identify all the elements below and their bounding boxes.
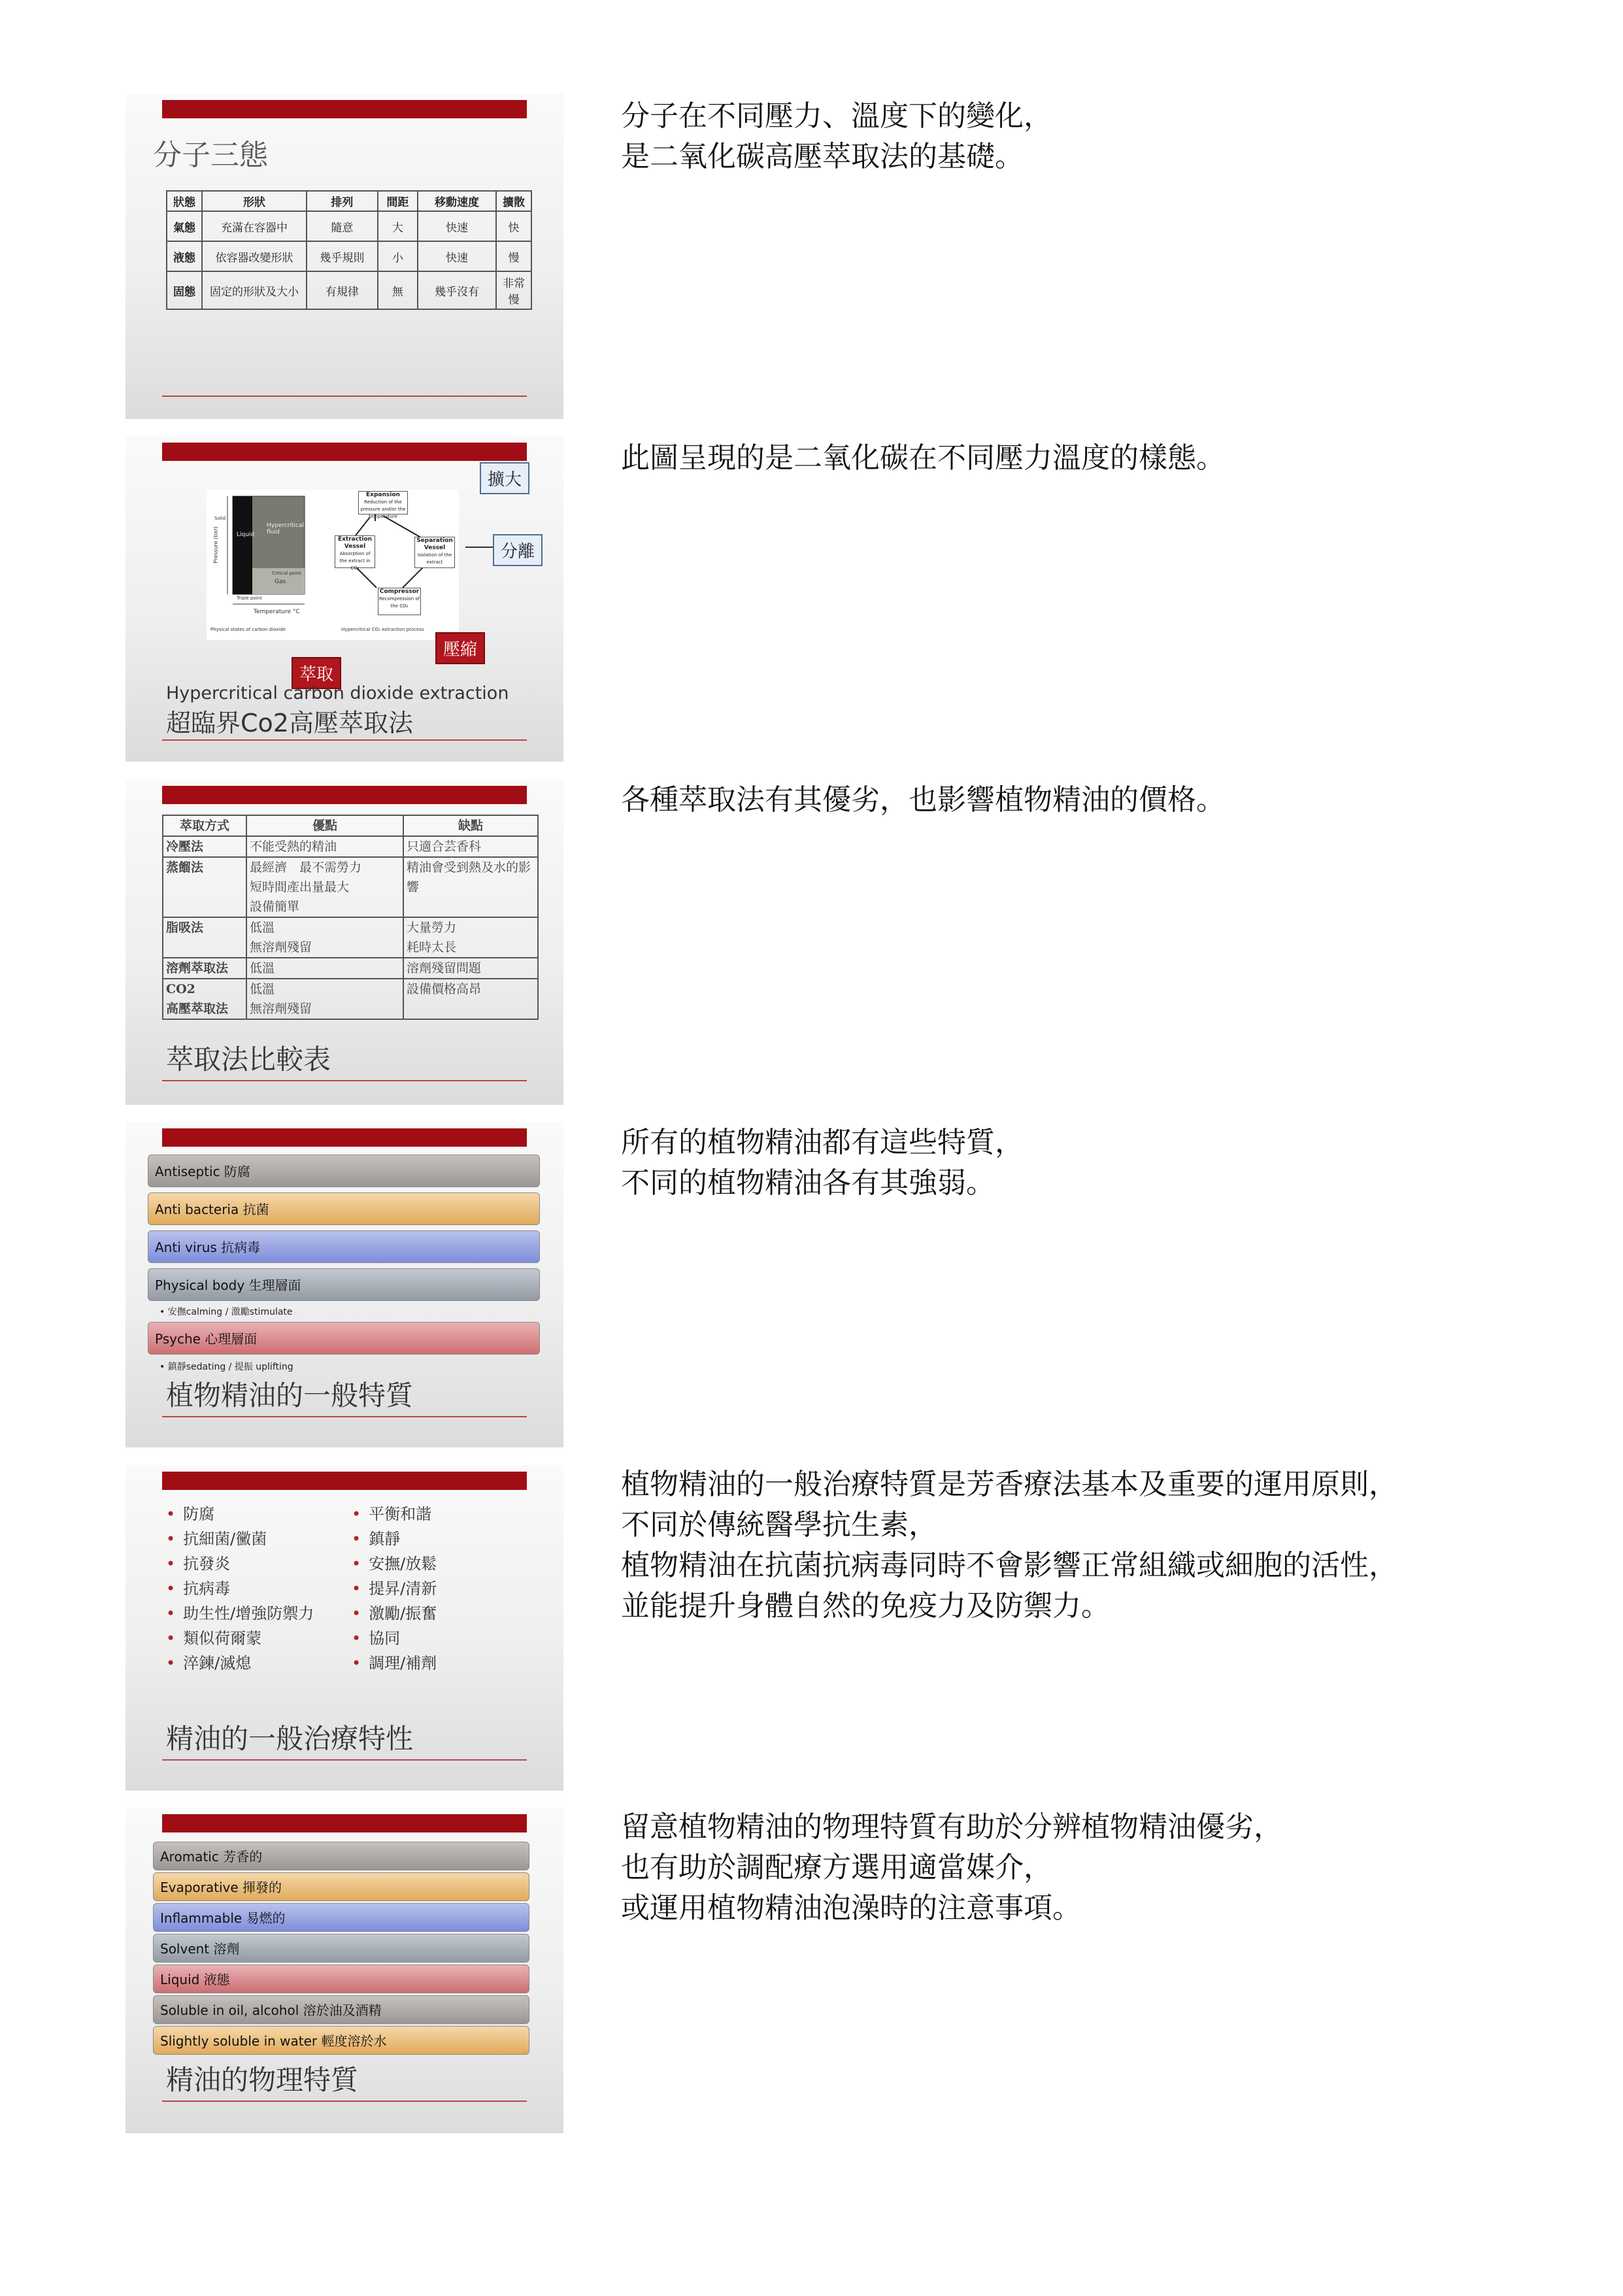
- phase-label: Triple point: [237, 596, 262, 601]
- slide-underline: [162, 396, 527, 397]
- note-line: 不同於傳統醫學抗生素，: [621, 1508, 937, 1542]
- box-text: Recompression of the CO₂: [378, 596, 420, 609]
- slide-header-bar: [162, 1128, 527, 1147]
- callout-compress: 壓縮: [435, 632, 485, 664]
- phase-label: Liquid: [237, 532, 255, 538]
- slide-title: 精油的物理特質: [166, 2064, 359, 2096]
- list-item: • 提昇/清新: [352, 1576, 437, 1601]
- slide-header-bar: [162, 1814, 527, 1832]
- box-name: Extraction Vessel: [337, 536, 373, 550]
- property-item: Physical body 生理層面: [148, 1268, 540, 1301]
- table-row: [163, 958, 538, 979]
- table-cell: 大量勞力 耗時太長: [403, 917, 538, 958]
- table-cell: 液態: [167, 241, 202, 271]
- table-cell: 快: [496, 211, 531, 241]
- phase-label: Critical point: [272, 571, 301, 576]
- list-item: • 抗發炎: [166, 1551, 314, 1576]
- callout-separate: 分離: [493, 534, 543, 566]
- slide-header-bar: [162, 1472, 527, 1490]
- physical-item: Evaporative 揮發的: [153, 1872, 529, 1901]
- slide-note: [621, 1807, 1282, 1929]
- slide-subtitle-en: Hypercritical carbon dioxide extraction: [166, 683, 509, 703]
- table-cell: 快速: [418, 241, 496, 271]
- co2-diagram: [207, 490, 459, 640]
- table-row: [163, 857, 538, 917]
- table-cell: CO2 高壓萃取法: [163, 979, 246, 1019]
- table-header-cell: 排列: [307, 191, 378, 211]
- list-item: • 類似荷爾蒙: [166, 1626, 314, 1651]
- table-cell: 氣態: [167, 211, 202, 241]
- physical-item: Soluble in oil, alcohol 溶於油及酒精: [153, 1995, 529, 2024]
- slide-title: 分子三態: [153, 139, 268, 172]
- physical-item: Aromatic 芳香的: [153, 1842, 529, 1870]
- separation-vessel-box: [414, 537, 455, 568]
- table-cell: 隨意: [307, 211, 378, 241]
- box-text: Isolation of the extract: [417, 552, 452, 565]
- table-cell: 最經濟 最不需勞力 短時間產出量最大 設備簡單: [246, 857, 403, 917]
- table-row: [167, 271, 531, 309]
- slide-header-bar: [162, 100, 527, 118]
- table-header-cell: 狀態: [167, 191, 202, 211]
- table-row: [163, 917, 538, 958]
- table-cell: 只適合芸香科: [403, 836, 538, 857]
- table-row: [167, 241, 531, 271]
- table-cell: 慢: [496, 241, 531, 271]
- note-line: 此圖呈現的是二氧化碳在不同壓力溫度的樣態。: [621, 441, 1225, 475]
- box-name: Separation Vessel: [416, 537, 453, 551]
- compressor-box: [378, 588, 421, 615]
- physical-item: Solvent 溶劑: [153, 1934, 529, 1963]
- table-cell: 快速: [418, 211, 496, 241]
- table-cell: 不能受熱的精油: [246, 836, 403, 857]
- table-cell: 充滿在容器中: [202, 211, 307, 241]
- note-line: 所有的植物精油都有這些特質，: [621, 1126, 1024, 1159]
- table-cell: 精油會受到熱及水的影響: [403, 857, 538, 917]
- slide-note: [621, 96, 1052, 177]
- table-header-cell: 擴散: [496, 191, 531, 211]
- table-cell: 溶劑萃取法: [163, 958, 246, 979]
- table-header-cell: 缺點: [403, 815, 538, 836]
- table-cell: 非常慢: [496, 271, 531, 309]
- slide-underline: [162, 739, 527, 741]
- table-cell: 冷壓法: [163, 836, 246, 857]
- axis-y-label: Pressure (bar): [212, 526, 219, 564]
- slide-general-properties: [125, 1122, 563, 1447]
- property-item: Psyche 心理層面: [148, 1322, 540, 1355]
- slide-note: [621, 1464, 1397, 1627]
- note-line: 留意植物精油的物理特質有助於分辨植物精油優劣，: [621, 1810, 1282, 1844]
- table-cell: 幾乎規則: [307, 241, 378, 271]
- note-line: 是二氧化碳高壓萃取法的基礎。: [621, 140, 1024, 173]
- physical-item: Inflammable 易燃的: [153, 1903, 529, 1932]
- slide-title: 精油的一般治療特性: [166, 1723, 414, 1755]
- callout-expand: 擴大: [480, 462, 529, 494]
- property-subitem: • 安撫calming / 激勵stimulate: [159, 1307, 293, 1317]
- table-cell: 脂吸法: [163, 917, 246, 958]
- note-line: 並能提升身體自然的免疫力及防禦力。: [621, 1589, 1110, 1623]
- physical-item: Liquid 液態: [153, 1965, 529, 1993]
- slide-underline: [162, 1759, 527, 1761]
- property-item: Anti virus 抗病毒: [148, 1230, 540, 1263]
- table-cell: 固態: [167, 271, 202, 309]
- slide-note: [621, 780, 1225, 820]
- list-item: • 淬鍊/滅熄: [166, 1651, 314, 1676]
- table-cell: 低溫: [246, 958, 403, 979]
- table-cell: 幾乎沒有: [418, 271, 496, 309]
- therapeutic-list-left: [166, 1502, 314, 1676]
- box-text: Absorption of the extract in CO₂: [339, 551, 371, 571]
- note-line: 分子在不同壓力、溫度下的變化，: [621, 99, 1052, 133]
- table-cell: 低溫 無溶劑殘留: [246, 979, 403, 1019]
- states-table: [166, 190, 532, 310]
- figure-caption: Physical states of carbon dioxide: [210, 627, 286, 632]
- list-item: • 平衡和諧: [352, 1502, 437, 1527]
- list-item: • 助生性/增強防禦力: [166, 1601, 314, 1626]
- note-line: 也有助於調配療方選用適當媒介，: [621, 1851, 1052, 1884]
- axis-x-label: Temperature °C: [254, 609, 300, 615]
- extraction-table: [162, 815, 539, 1020]
- phase-label: Hypercritical fluid: [267, 522, 304, 535]
- note-line: 不同的植物精油各有其強弱。: [621, 1166, 995, 1200]
- slide-title: 植物精油的一般特質: [166, 1379, 414, 1411]
- table-cell: 設備價格高昂: [403, 979, 538, 1019]
- physical-item: Slightly soluble in water 輕度溶於水: [153, 2026, 529, 2055]
- slide-physical-properties: [125, 1808, 563, 2133]
- table-cell: 有規律: [307, 271, 378, 309]
- property-item: Anti bacteria 抗菌: [148, 1192, 540, 1225]
- slide-header-bar: [162, 443, 527, 461]
- slide-title: 萃取法比較表: [166, 1043, 331, 1075]
- table-cell: 溶劑殘留問題: [403, 958, 538, 979]
- slide-underline: [162, 1416, 527, 1417]
- callout-extract: 萃取: [292, 657, 341, 689]
- therapeutic-list-right: [352, 1502, 437, 1676]
- table-header-cell: 移動速度: [418, 191, 496, 211]
- table-cell: 固定的形狀及大小: [202, 271, 307, 309]
- table-header-cell: 間距: [378, 191, 418, 211]
- list-item: • 協同: [352, 1626, 437, 1651]
- table-cell: 依容器改變形狀: [202, 241, 307, 271]
- expansion-box: [358, 491, 408, 519]
- table-header-row: [167, 191, 531, 211]
- slide-therapeutic-properties: [125, 1465, 563, 1791]
- table-header-cell: 形狀: [202, 191, 307, 211]
- note-line: 或運用植物精油泡澡時的注意事項。: [621, 1891, 1081, 1925]
- list-item: • 鎮靜: [352, 1527, 437, 1551]
- table-row: [163, 979, 538, 1019]
- table-row: [163, 836, 538, 857]
- slide-extraction-comparison: [125, 779, 563, 1105]
- list-item: • 抗細菌/黴菌: [166, 1527, 314, 1551]
- note-line: 植物精油在抗菌抗病毒同時不會影響正常組織或細胞的活性，: [621, 1549, 1397, 1582]
- slide-title: 超臨界Co2高壓萃取法: [166, 709, 413, 737]
- table-row: [167, 211, 531, 241]
- slide-note: [621, 438, 1225, 479]
- list-item: • 抗病毒: [166, 1576, 314, 1601]
- table-header-row: [163, 815, 538, 836]
- table-cell: 小: [378, 241, 418, 271]
- list-item: • 調理/補劑: [352, 1651, 437, 1676]
- slide-header-bar: [162, 786, 527, 804]
- box-name: Expansion: [366, 492, 400, 498]
- slide-underline: [162, 2101, 527, 2102]
- list-item: • 激勵/振奮: [352, 1601, 437, 1626]
- extraction-vessel-box: [335, 535, 375, 571]
- slide-note: [621, 1123, 1024, 1204]
- table-cell: 無: [378, 271, 418, 309]
- phase-label: Gas: [275, 579, 286, 585]
- slide-co2-extraction: [125, 436, 563, 762]
- box-name: Compressor: [379, 588, 420, 595]
- list-item: • 安撫/放鬆: [352, 1551, 437, 1576]
- table-header-cell: 萃取方式: [163, 815, 246, 836]
- table-cell: 低溫 無溶劑殘留: [246, 917, 403, 958]
- note-line: 各種萃取法有其優劣，也影響植物精油的價格。: [621, 783, 1225, 817]
- figure-caption: Hypercritical CO₂ extraction process: [341, 627, 424, 632]
- slide-underline: [162, 1080, 527, 1081]
- table-header-cell: 優點: [246, 815, 403, 836]
- property-subitem: • 鎮靜sedating / 提振 uplifting: [159, 1362, 293, 1372]
- property-item: Antiseptic 防腐: [148, 1155, 540, 1187]
- box-text: Reduction of the pressure and/or the temperature: [360, 499, 406, 519]
- table-cell: 大: [378, 211, 418, 241]
- table-cell: 蒸餾法: [163, 857, 246, 917]
- note-line: 植物精油的一般治療特質是芳香療法基本及重要的運用原則，: [621, 1468, 1397, 1501]
- list-item: • 防腐: [166, 1502, 314, 1527]
- phase-label: Solid: [214, 516, 226, 521]
- slide-states-of-matter: [125, 93, 563, 419]
